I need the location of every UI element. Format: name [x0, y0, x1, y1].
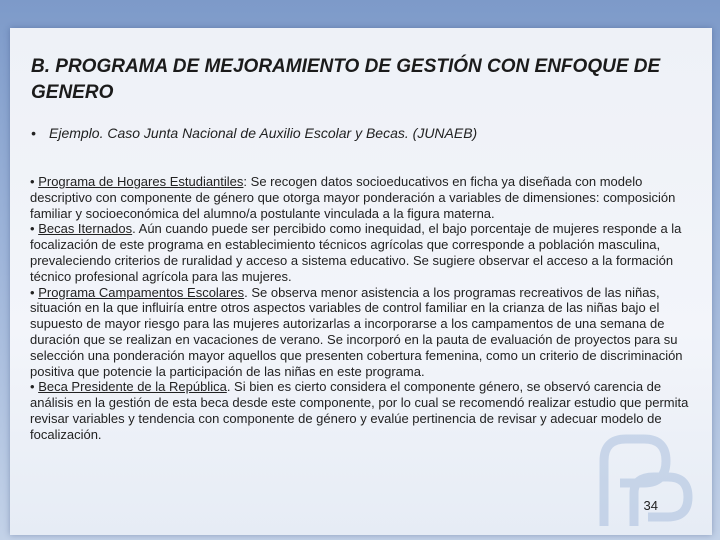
paragraph-campamentos [30, 285, 700, 380]
page-number: 34 [643, 498, 658, 513]
paragraph-text: . Se observa menor asistencia a los programas recreativos de las niñas, situación en la que influiría entre otros aspectos variables de control familiar en la crianza de las niñas bajo el supuesto de mayor riesgo para las mujeres autorizarlas a incorporarse a los campamentos de una semana de duración que se realizan en vacaciones de verano. Se incorporó en la pauta de evaluación de proyectos para su selección una ponderación mayor aquellos que presenten cobertura femenina, como un criterio de discriminación positiva que potencie la participación de las niñas en este programa. [30, 284, 683, 379]
bullet: • [31, 125, 36, 141]
slide [10, 28, 712, 535]
paragraph-beca-presidente [30, 379, 700, 442]
bullet: • [30, 174, 35, 189]
subtitle [31, 125, 691, 141]
program-name: Programa de Hogares Estudiantiles [38, 174, 244, 189]
bullet: • [30, 284, 35, 300]
paragraph-text: . Si bien es cierto considera el componente género, se observó carencia de análisis en la gestión de esta beca desde este componente, por lo cual se recomendó realizar estudio que permita revisar variables y tendencia con componente de género y evalúe pertinencia de revisar y adecuar modelo de focalización. [30, 379, 689, 442]
program-name: Beca Presidente de la República [38, 379, 227, 395]
bullet: • [30, 221, 35, 237]
paragraph-hogares [30, 174, 700, 221]
paragraph-text: . Aún cuando puede ser percibido como inequidad, el bajo porcentaje de mujeres responde a la focalización de este programa en establecimiento técnicos agrícolas que corresponde a población masculina, prevaleciendo criterios de ruralidad y acceso a sistema educativo. Se sugiere observar el acceso a la formación técnico profesional agrícola para las mujeres. [30, 221, 682, 284]
body-text [30, 174, 700, 443]
program-name: Becas Iternados [38, 221, 133, 237]
slide-title: B. PROGRAMA DE MEJORAMIENTO DE GESTIÓN CON ENFOQUE DE GENERO [31, 56, 661, 103]
watermark-logo-icon [584, 431, 704, 531]
subtitle-text: Ejemplo. Caso Junta Nacional de Auxilio Escolar y Becas. (JUNAEB) [49, 125, 478, 141]
program-name: Programa Campamentos Escolares [38, 284, 245, 300]
bullet: • [30, 379, 35, 395]
paragraph-becas-iternados [30, 221, 700, 284]
paragraph-text: : Se recogen datos socioeducativos en ficha ya diseñada con modelo descriptivo con componente de género que otorga mayor ponderación a variables de dimensiones: composición familiar y socioeconómica del alumno/a postulante vinculada a la figura materna. [30, 174, 676, 221]
